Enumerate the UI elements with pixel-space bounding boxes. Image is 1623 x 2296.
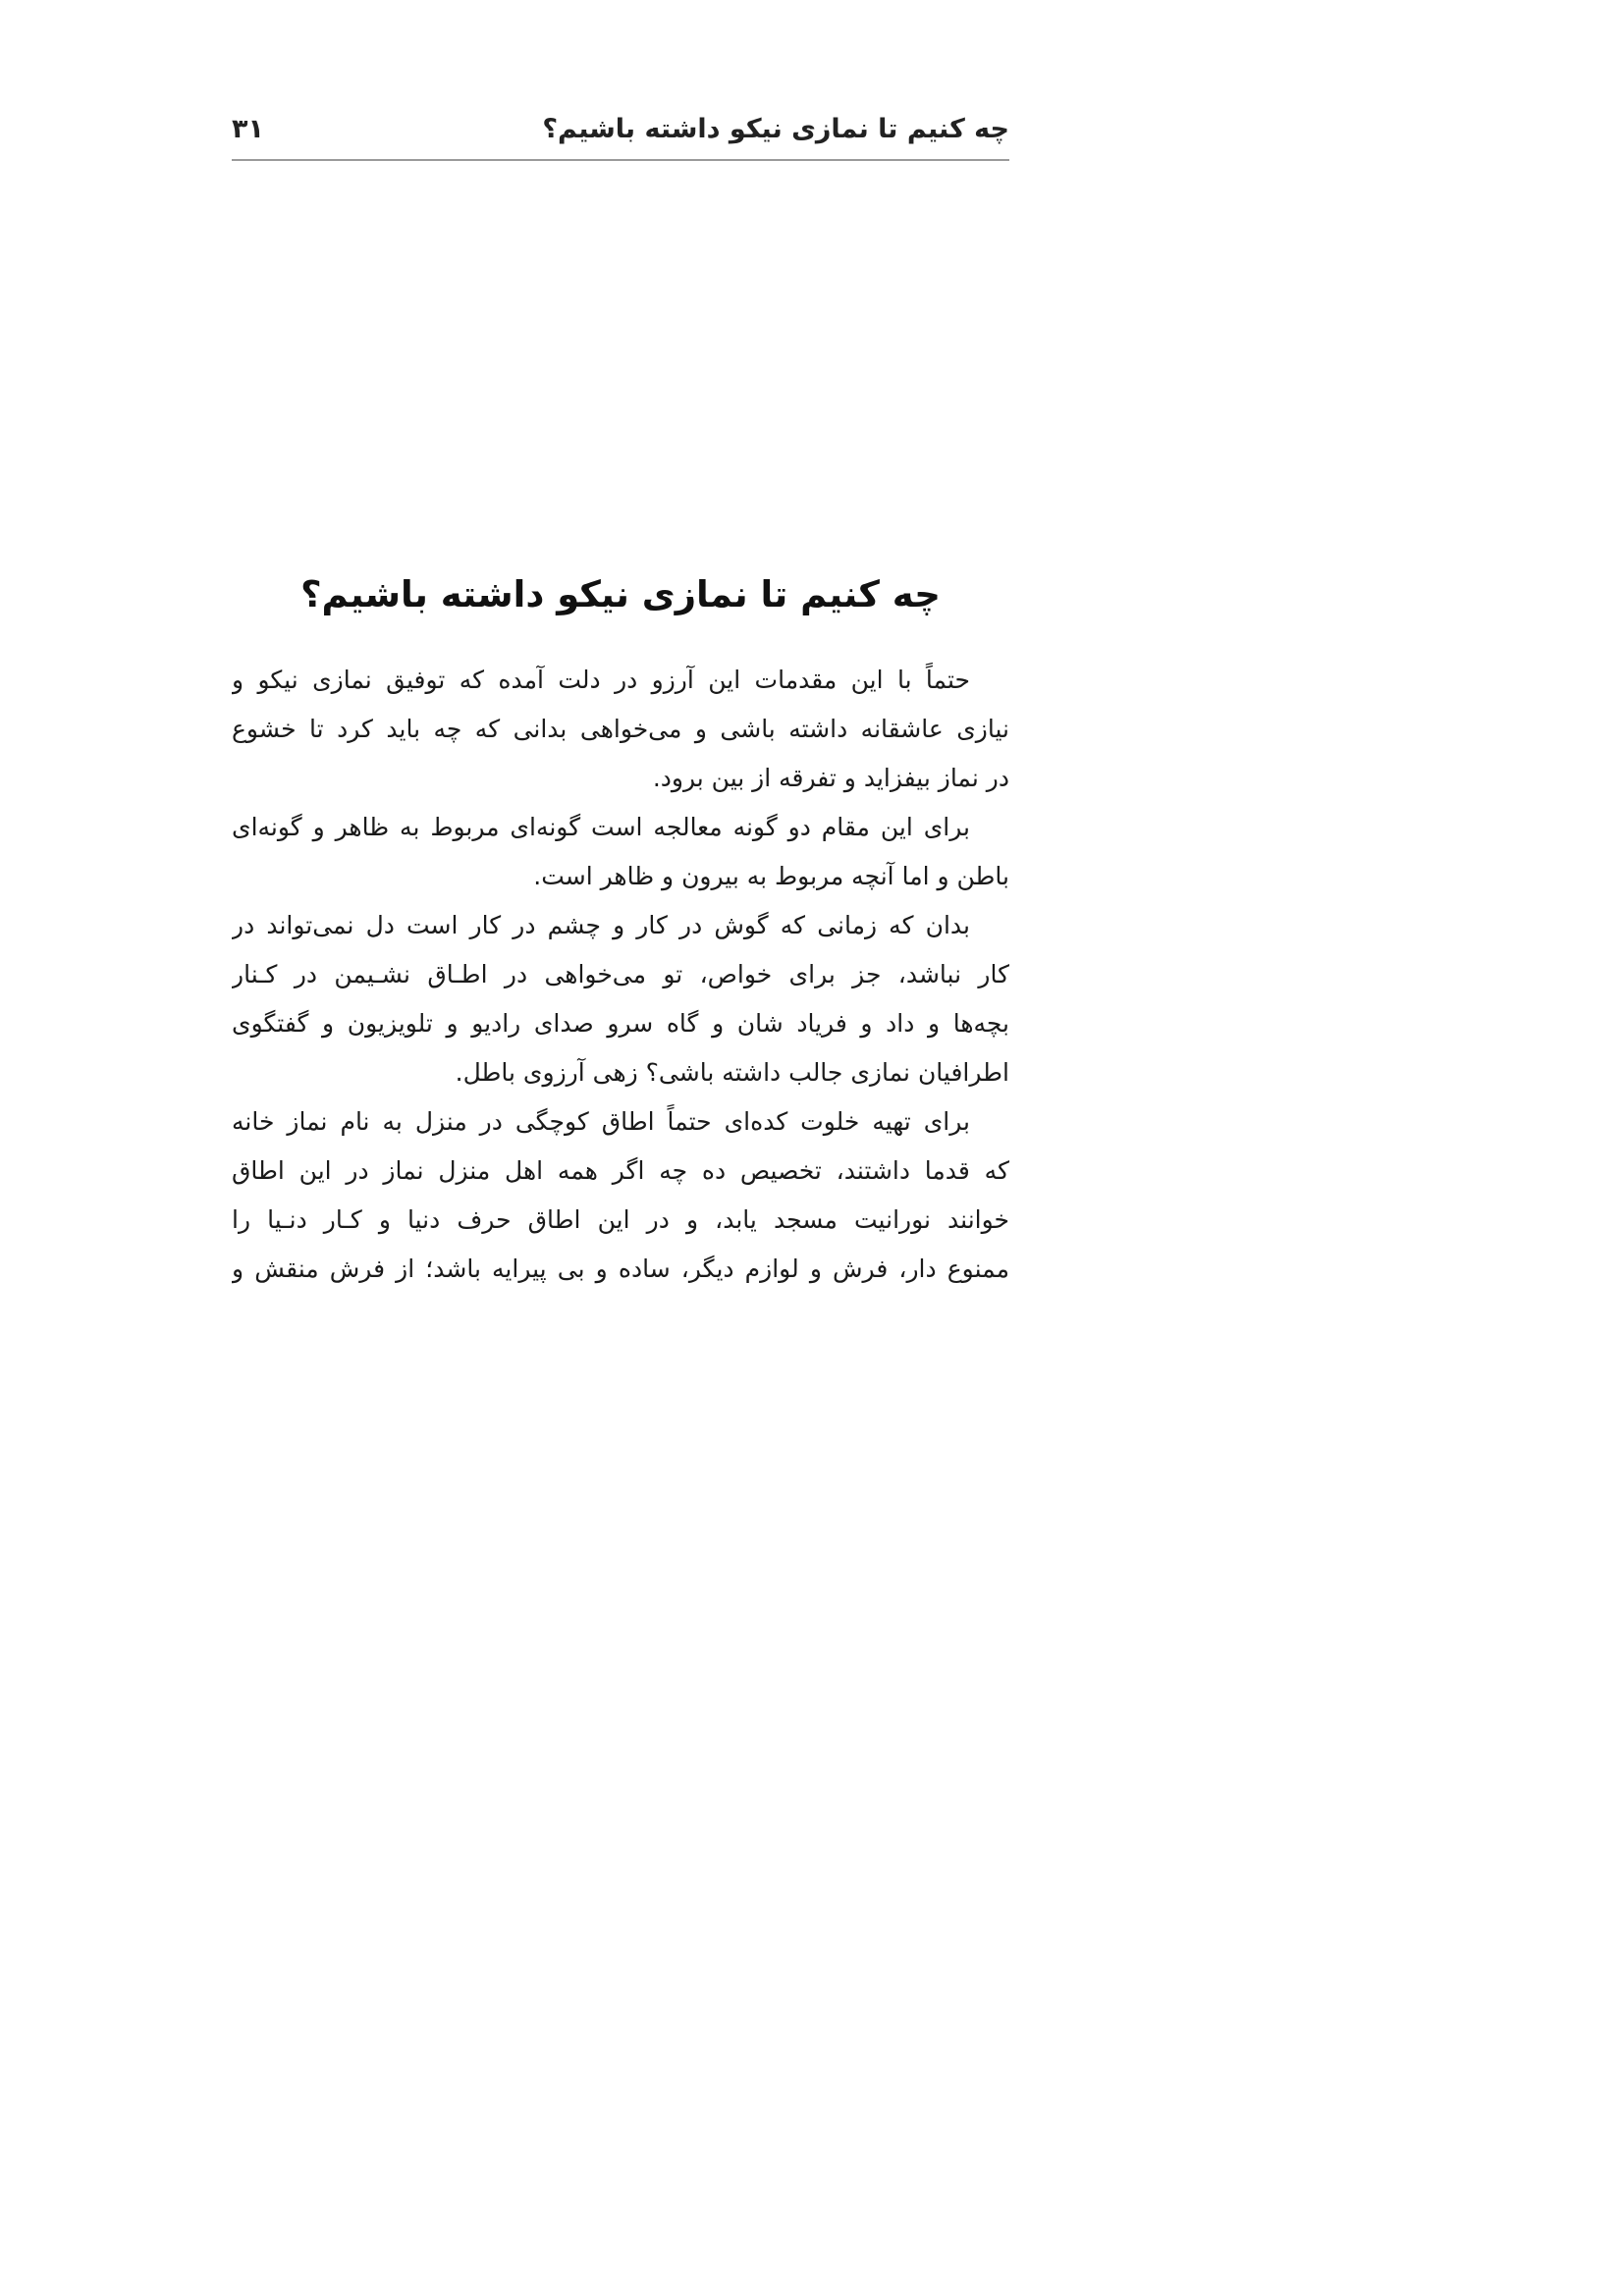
paragraph-3-line-4: اطرافیان نمازی جالب داشته باشی؟ زهی آرزوی باطل. xyxy=(455,1058,1009,1087)
paragraph-2-line-1: برای این مقام دو گونه معالجه است گونه‌ای مربوط به ظاهر و گونه‌ای xyxy=(232,813,970,841)
paragraph-4-line-3: خوانند نورانیت مسجد یابد، و در این اطاق حرف دنیا و کـار دنـیا را xyxy=(232,1205,1009,1234)
paragraph-3-line-2: کار نباشد، جز برای خواص، تو می‌خواهی در اطـاق نشـیمن در کـنار xyxy=(232,960,1009,988)
running-header-title: چه کنیم تا نمازی نیکو داشته باشیم؟ xyxy=(542,114,1009,144)
chapter-title: چه کنیم تا نمازی نیکو داشته باشیم؟ xyxy=(300,573,941,615)
body-text xyxy=(232,656,1009,1294)
paragraph-1-line-2: نیازی عاشقانه داشته باشی و می‌خواهی بدانی که چه باید کرد تا خشوع xyxy=(232,715,1009,743)
page-number: ۳۱ xyxy=(232,114,264,144)
paragraph-3-line-1: بدان که زمانی که گوش در کار و چشم در کار است دل نمی‌تواند در xyxy=(232,911,970,939)
paragraph-4-line-4: ممنوع دار، فرش و لوازم دیگر، ساده و بی پیرایه باشد؛ از فرش منقش و xyxy=(232,1255,1009,1283)
paragraph-4-line-2: که قدما داشتند، تخصیص ده چه اگر همه اهل منزل نماز در این اطاق xyxy=(232,1156,1009,1185)
paragraph-4-line-1: برای تهیه خلوت کده‌ای حتماً اطاق کوچگی در منزل به نام نماز خانه xyxy=(232,1107,970,1136)
paragraph-1-line-1: حتماً با این مقدمات این آرزو در دلت آمده که توفیق نمازی نیکو و xyxy=(232,666,970,694)
running-header xyxy=(232,110,1009,161)
paragraph-2-line-2: باطن و اما آنچه مربوط به بیرون و ظاهر است. xyxy=(533,862,1009,890)
paragraph-3-line-3: بچه‌ها و داد و فریاد شان و گاه سرو صدای رادیو و تلویزیون و گفتگوی xyxy=(232,1009,1009,1038)
paragraph-1-line-3: در نماز بیفزاید و تفرقه از بین برود. xyxy=(652,764,1009,792)
